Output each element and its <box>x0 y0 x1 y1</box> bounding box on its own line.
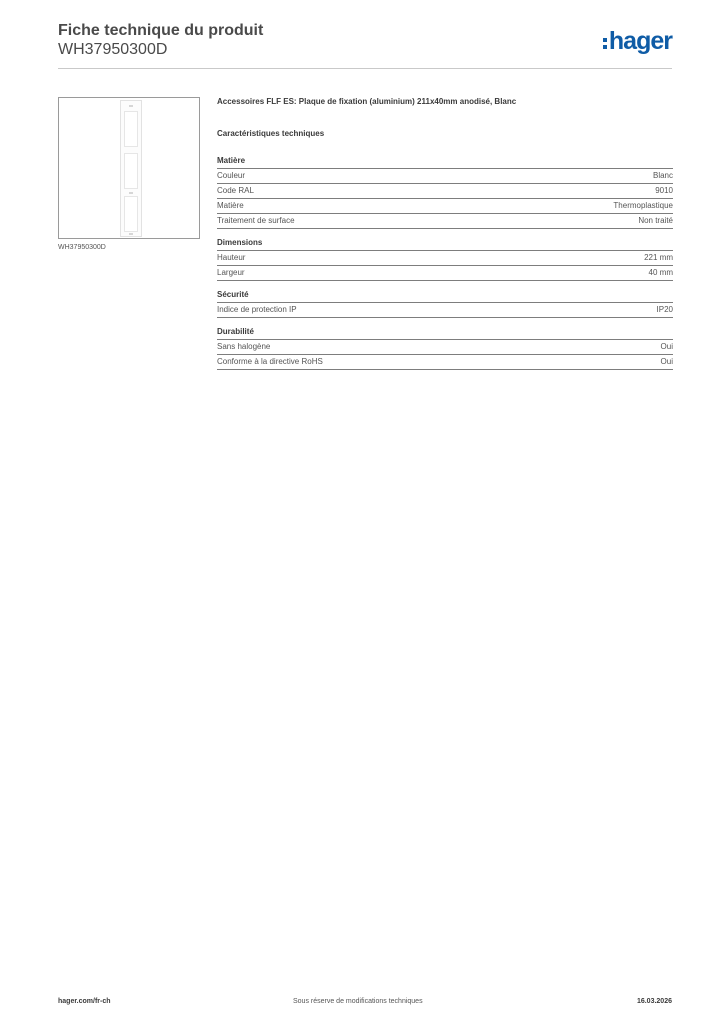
spec-value: IP20 <box>656 305 673 314</box>
spec-label: Conforme à la directive RoHS <box>217 357 323 366</box>
spec-value: Thermoplastique <box>613 201 673 210</box>
spec-label: Traitement de surface <box>217 216 295 225</box>
spec-label: Code RAL <box>217 186 254 195</box>
spec-label: Hauteur <box>217 253 246 262</box>
spec-row <box>217 303 673 318</box>
spec-row <box>217 340 673 355</box>
product-details <box>217 97 673 370</box>
spec-value: Oui <box>660 342 673 351</box>
section-title: Matière <box>217 156 673 169</box>
product-code: WH37950300D <box>58 41 168 58</box>
image-caption: WH37950300D <box>58 244 106 251</box>
spec-sections <box>217 156 673 370</box>
section-title: Sécurité <box>217 290 673 303</box>
spec-label: Matière <box>217 201 244 210</box>
footer-notice: Sous réserve de modifications techniques <box>293 998 423 1005</box>
section-title: Durabilité <box>217 327 673 340</box>
spec-section <box>217 327 673 370</box>
spec-value: 40 mm <box>648 268 673 277</box>
footer-website: hager.com/fr-ch <box>58 998 111 1005</box>
spec-value: Blanc <box>652 171 673 180</box>
spec-row <box>217 169 673 184</box>
tech-characteristics-heading: Caractéristiques techniques <box>217 129 325 138</box>
spec-row <box>217 184 673 199</box>
spec-row <box>217 266 673 281</box>
spec-row <box>217 214 673 229</box>
spec-label: Couleur <box>217 171 246 180</box>
product-name: Accessoires FLF ES: Plaque de fixation (aluminium) 211x40mm anodisé, Blanc <box>217 97 517 106</box>
spec-value: 221 mm <box>644 253 673 262</box>
spec-label: Largeur <box>217 268 245 277</box>
spec-label: Indice de protection IP <box>217 305 297 314</box>
spec-row <box>217 251 673 266</box>
spec-row <box>217 355 673 370</box>
document-title: Fiche technique du produit <box>58 22 264 39</box>
logo-text: hager <box>608 27 672 55</box>
section-title: Dimensions <box>217 238 673 251</box>
spec-row <box>217 199 673 214</box>
page-header <box>58 22 672 70</box>
spec-value: Oui <box>660 357 673 366</box>
spec-value: Non traité <box>638 216 673 225</box>
logo-dots-icon <box>603 38 607 49</box>
spec-section <box>217 156 673 229</box>
spec-label: Sans halogène <box>217 342 271 351</box>
spec-section <box>217 290 673 318</box>
spec-value: 9010 <box>655 186 673 195</box>
mounting-plate-illustration <box>120 100 142 237</box>
spec-section <box>217 238 673 281</box>
header-divider <box>58 68 672 69</box>
product-image <box>58 97 200 239</box>
footer-date: 16.03.2026 <box>636 998 672 1005</box>
hager-logo <box>603 28 672 54</box>
